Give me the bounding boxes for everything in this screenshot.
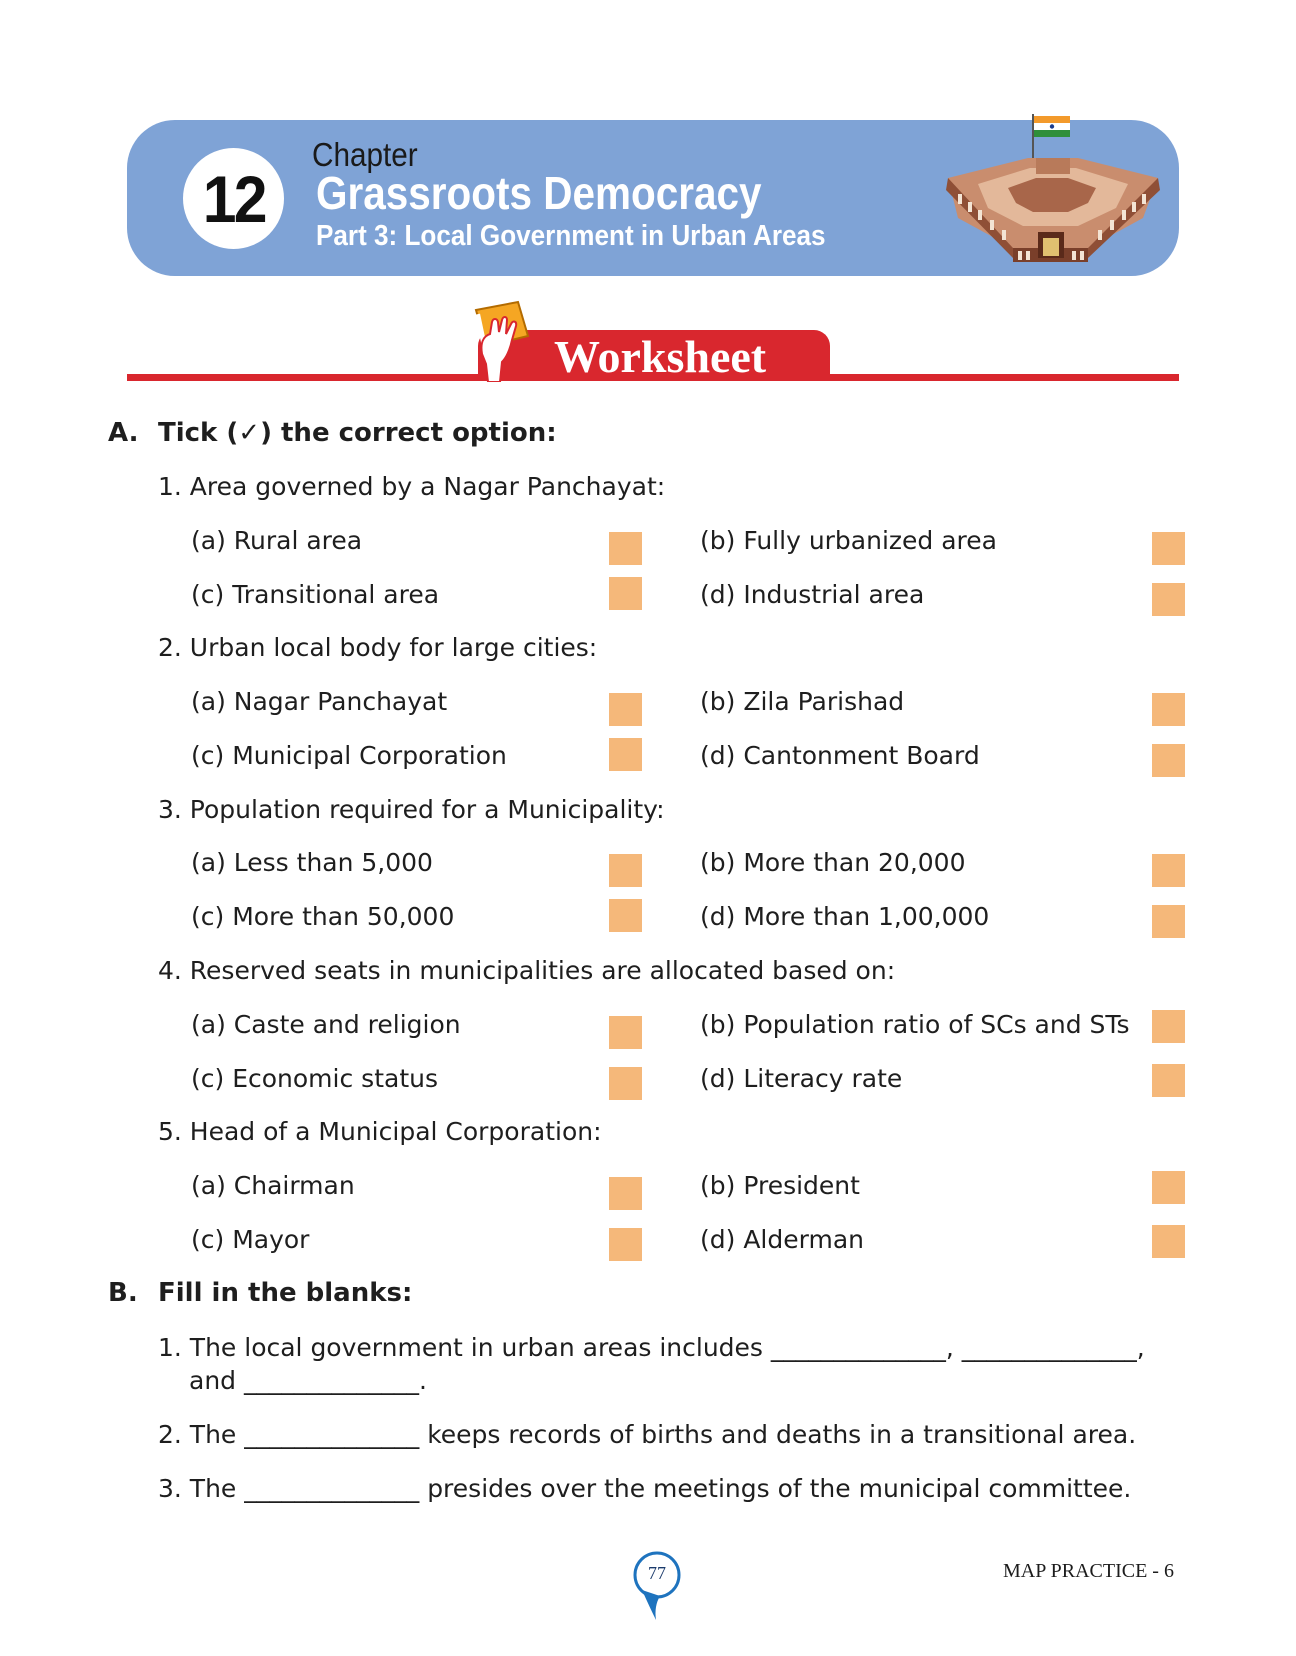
checkbox[interactable] [609,1016,642,1049]
question-5: 5. Head of a Municipal Corporation: [158,1117,602,1146]
checkbox[interactable] [1152,744,1185,777]
option-text: (c) Municipal Corporation [191,741,507,770]
checkbox[interactable] [609,854,642,887]
section-a-heading: Tick (✓) the correct option: [158,418,557,448]
section-b-heading: Fill in the blanks: [158,1278,413,1308]
checkbox[interactable] [1152,905,1185,938]
checkbox[interactable] [609,1228,642,1261]
option-text: (d) Alderman [700,1225,864,1254]
checkbox[interactable] [609,738,642,771]
fill-blank-1: 1. The local government in urban areas includes ______________, ______________, [158,1333,1145,1362]
checkbox[interactable] [1152,532,1185,565]
checkbox[interactable] [1152,1010,1185,1043]
option-text: (a) Rural area [191,526,363,555]
page-number-badge-icon [632,1550,682,1622]
option-text: (d) More than 1,00,000 [700,902,990,931]
checkbox[interactable] [1152,854,1185,887]
chapter-title: Grassroots Democracy [316,167,762,219]
option-text: (a) Nagar Panchayat [191,687,448,716]
question-3: 3. Population required for a Municipality: [158,795,665,824]
page-number: 77 [648,1563,666,1583]
section-a-letter: A. [108,418,139,448]
chapter-number-badge [183,148,284,249]
checkbox[interactable] [609,577,642,610]
checkbox[interactable] [609,899,642,932]
option-text: (b) Fully urbanized area [700,526,997,555]
checkbox[interactable] [1152,1171,1185,1204]
option-text: (c) Mayor [191,1225,310,1254]
option-text: (b) President [700,1171,860,1200]
section-b-letter: B. [108,1278,138,1308]
option-text: (b) Zila Parishad [700,687,905,716]
checkbox[interactable] [609,693,642,726]
option-text: (a) Caste and religion [191,1010,461,1039]
option-text: (d) Industrial area [700,580,925,609]
chapter-subtitle: Part 3: Local Government in Urban Areas [316,220,826,252]
option-text: (c) Economic status [191,1064,438,1093]
checkbox[interactable] [1152,1064,1185,1097]
option-text: (b) More than 20,000 [700,848,966,877]
checkbox[interactable] [609,1067,642,1100]
option-text: (c) Transitional area [191,580,440,609]
checkbox[interactable] [609,1177,642,1210]
option-text: (a) Chairman [191,1171,355,1200]
option-text: (b) Population ratio of SCs and STs [700,1010,1130,1039]
checkbox[interactable] [1152,583,1185,616]
parliament-building-icon [918,108,1176,280]
option-text: (a) Less than 5,000 [191,848,433,877]
chapter-label: Chapter [312,136,418,173]
chapter-number: 12 [202,161,265,236]
question-1: 1. Area governed by a Nagar Panchayat: [158,472,666,501]
option-text: (d) Literacy rate [700,1064,903,1093]
option-text: (d) Cantonment Board [700,741,980,770]
series-label: MAP PRACTICE - 6 [1003,1560,1174,1582]
checkbox[interactable] [609,532,642,565]
option-text: (c) More than 50,000 [191,902,455,931]
question-2: 2. Urban local body for large cities: [158,633,598,662]
worksheet-title: Worksheet [554,331,767,382]
fill-blank-1-cont: and ______________. [189,1366,427,1395]
fill-blank-3: 3. The ______________ presides over the meetings of the municipal committee. [158,1474,1132,1503]
fill-blank-2: 2. The ______________ keeps records of births and deaths in a transitional area. [158,1420,1137,1449]
checkbox[interactable] [1152,1225,1185,1258]
checkbox[interactable] [1152,693,1185,726]
question-4: 4. Reserved seats in municipalities are allocated based on: [158,956,896,985]
hand-holding-book-icon [462,298,534,382]
